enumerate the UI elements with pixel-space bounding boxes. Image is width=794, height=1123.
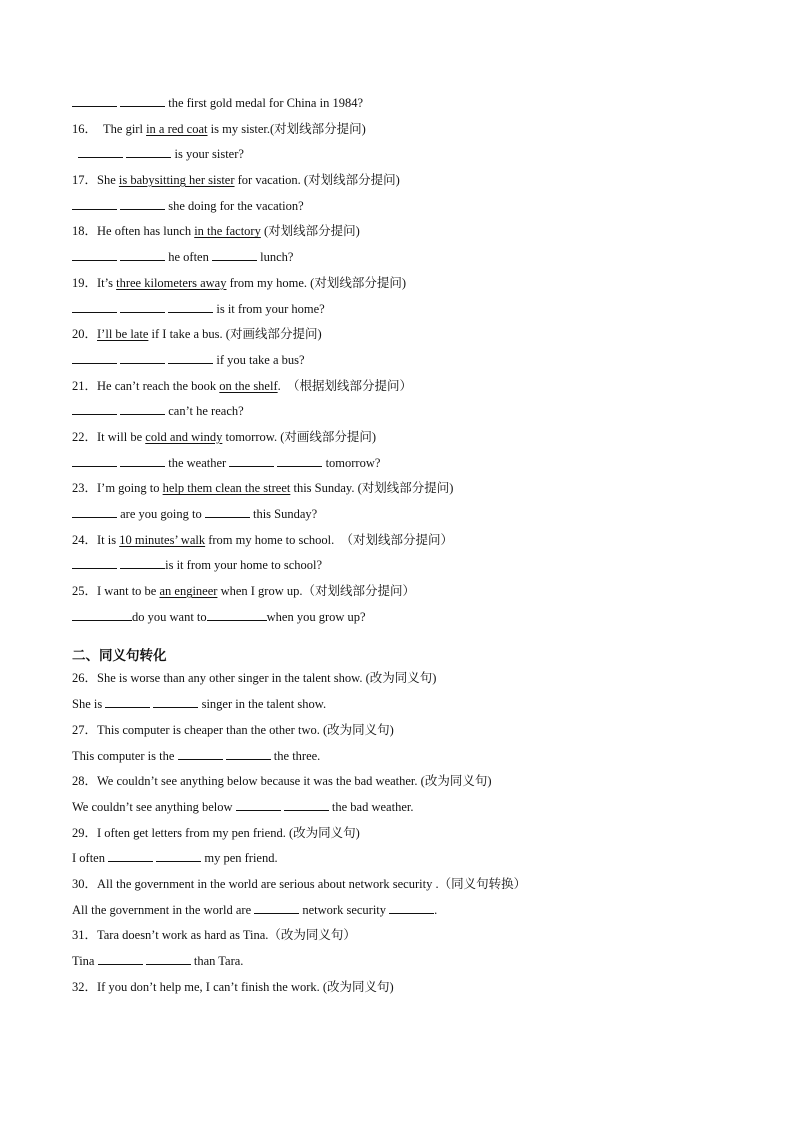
- answer-blank[interactable]: [120, 556, 165, 569]
- question-line: [72, 300, 732, 326]
- answer-blank[interactable]: [72, 94, 117, 107]
- question-text: singer in the talent show.: [198, 697, 327, 712]
- underlined-text: three kilometers away: [116, 275, 227, 290]
- underlined-text: 10 minutes’ walk: [119, 532, 206, 547]
- question-text: 26．She is worse than any other singer in the talent show. (改为同义句): [72, 671, 437, 686]
- answer-blank[interactable]: [146, 952, 191, 965]
- question-block-rewrite: [72, 94, 732, 633]
- question-text: is your sister?: [171, 147, 244, 162]
- answer-blank[interactable]: [98, 952, 143, 965]
- question-text: tomorrow?: [322, 455, 381, 470]
- question-line: [72, 351, 732, 377]
- question-line: [72, 608, 732, 634]
- question-line: [72, 978, 732, 1004]
- question-line: [72, 325, 732, 351]
- underlined-text: help them clean the street: [162, 481, 291, 496]
- question-text: I often: [72, 851, 109, 866]
- question-text: if I take a bus. (对画线部分提问): [148, 327, 322, 342]
- question-text: network security: [299, 902, 390, 917]
- question-text: this Sunday?: [249, 507, 318, 521]
- question-line: [72, 94, 732, 120]
- question-line: [72, 402, 732, 428]
- question-line: [72, 556, 732, 582]
- answer-blank[interactable]: [153, 695, 198, 708]
- question-line: [72, 747, 732, 773]
- question-text: (对划线部分提问): [260, 224, 360, 239]
- underlined-text: an engineer: [159, 584, 218, 599]
- question-line: [72, 120, 732, 146]
- question-line: [72, 171, 732, 197]
- question-text: 20．: [72, 327, 98, 342]
- question-text: than Tara.: [190, 954, 244, 968]
- answer-blank[interactable]: [212, 248, 257, 261]
- question-text: 32．If you don’t help me, I can’t finish the work. (改为同义句): [72, 979, 394, 994]
- answer-blank[interactable]: [168, 300, 213, 313]
- question-text: lunch?: [256, 250, 294, 265]
- question-text: 27．This computer is cheaper than the other two. (改为同义句): [72, 722, 394, 737]
- question-line: [72, 952, 732, 978]
- answer-blank[interactable]: [72, 248, 117, 261]
- answer-blank[interactable]: [78, 145, 123, 158]
- answer-blank[interactable]: [105, 695, 150, 708]
- question-line: [72, 772, 732, 798]
- question-line: [72, 875, 732, 901]
- answer-blank[interactable]: [207, 608, 267, 621]
- answer-blank[interactable]: [120, 197, 165, 210]
- question-text: 18．He often has lunch: [72, 224, 195, 239]
- answer-blank[interactable]: [254, 901, 299, 914]
- answer-blank[interactable]: [72, 300, 117, 313]
- question-line: [72, 849, 732, 875]
- question-text: . （根据划线部分提问）: [277, 378, 413, 393]
- question-line: [72, 721, 732, 747]
- answer-blank[interactable]: [284, 798, 329, 811]
- question-line: [72, 669, 732, 695]
- question-line: [72, 926, 732, 952]
- question-text: We couldn’t see anything below: [72, 799, 236, 814]
- answer-blank[interactable]: [277, 454, 322, 467]
- question-text: 30．All the government in the world are serious about network security .（同义句转换）: [72, 876, 527, 891]
- underlined-text: in a red coat: [146, 121, 208, 136]
- question-line: [72, 695, 732, 721]
- underlined-text: cold and windy: [145, 429, 223, 444]
- question-line: [72, 531, 732, 557]
- question-text: is it from your home to school?: [165, 558, 323, 573]
- answer-blank[interactable]: [120, 248, 165, 261]
- question-text: .: [434, 902, 438, 917]
- question-text: the three.: [270, 748, 321, 763]
- question-line: [72, 479, 732, 505]
- question-text: is my sister.(对划线部分提问): [207, 121, 366, 136]
- question-text: the bad weather.: [328, 799, 414, 814]
- question-line: [72, 505, 732, 531]
- question-text: this Sunday. (对划线部分提问): [290, 481, 454, 496]
- question-text: from my home to school. （对划线部分提问）: [205, 532, 454, 547]
- underlined-text: on the shelf: [219, 378, 278, 393]
- question-text: when you grow up?: [266, 609, 366, 624]
- question-text: from my home. (对划线部分提问): [226, 275, 406, 290]
- question-text: 23．I’m going to: [72, 481, 163, 496]
- question-text: 17．She: [72, 173, 119, 188]
- answer-blank[interactable]: [72, 608, 132, 621]
- answer-blank[interactable]: [236, 798, 281, 811]
- question-text: 22．It will be: [72, 429, 146, 444]
- underlined-text: in the factory: [194, 224, 261, 239]
- answer-blank[interactable]: [120, 94, 165, 107]
- question-line: [72, 248, 732, 274]
- answer-blank[interactable]: [156, 849, 201, 862]
- answer-blank[interactable]: [120, 300, 165, 313]
- question-text: the first gold medal for China in 1984?: [165, 96, 364, 110]
- question-text: for vacation. (对划线部分提问): [234, 173, 400, 188]
- answer-blank[interactable]: [108, 849, 153, 862]
- question-text: are you going to: [117, 507, 205, 521]
- question-text: is it from your home?: [213, 301, 325, 316]
- question-text: my pen friend.: [201, 851, 278, 866]
- answer-blank[interactable]: [72, 454, 117, 467]
- answer-blank[interactable]: [205, 505, 250, 518]
- question-text: tomorrow. (对画线部分提问): [222, 429, 377, 444]
- question-text: She is: [72, 697, 106, 712]
- answer-blank[interactable]: [72, 197, 117, 210]
- question-line: [72, 274, 732, 300]
- question-text: 21．He can’t reach the book: [72, 378, 220, 393]
- question-block-synonym: [72, 669, 732, 1003]
- answer-blank[interactable]: [389, 901, 434, 914]
- question-text: the weather: [165, 455, 230, 470]
- question-text: 25．I want to be: [72, 584, 160, 599]
- question-text: 19．It’s: [72, 275, 117, 290]
- question-line: [72, 222, 732, 248]
- question-text: This computer is the: [72, 748, 178, 763]
- question-line: [72, 428, 732, 454]
- question-line: [72, 197, 732, 223]
- answer-blank[interactable]: [72, 556, 117, 569]
- underlined-text: is babysitting her sister: [118, 173, 235, 188]
- answer-blank[interactable]: [72, 505, 117, 518]
- question-line: [72, 824, 732, 850]
- question-text: do you want to: [132, 609, 207, 624]
- question-text: when I grow up.（对划线部分提问）: [217, 584, 415, 599]
- answer-blank[interactable]: [120, 351, 165, 364]
- answer-blank[interactable]: [120, 454, 165, 467]
- question-text: 28．We couldn’t see anything below because it was the bad weather. (改为同义句): [72, 774, 492, 789]
- question-line: [72, 901, 732, 927]
- question-line: [72, 798, 732, 824]
- question-text: 31．Tara doesn’t work as hard as Tina.（改为同义句）: [72, 928, 356, 943]
- question-text: All the government in the world are: [72, 902, 255, 917]
- question-text: if you take a bus?: [213, 352, 305, 367]
- question-text: she doing for the vacation?: [165, 198, 304, 213]
- question-line: [72, 582, 732, 608]
- answer-blank[interactable]: [72, 402, 117, 415]
- answer-blank[interactable]: [72, 351, 117, 364]
- question-text: 29．I often get letters from my pen friend. (改为同义句): [72, 825, 360, 840]
- answer-blank[interactable]: [178, 747, 223, 760]
- answer-blank[interactable]: [120, 402, 165, 415]
- question-text: he often: [165, 250, 212, 265]
- question-text: Tina: [72, 954, 98, 968]
- question-text: 24．It is: [72, 532, 120, 547]
- underlined-text: I’ll be late: [97, 327, 149, 342]
- question-text: 16． The girl: [72, 121, 147, 136]
- worksheet-page: [72, 94, 732, 1003]
- question-text: can’t he reach?: [165, 404, 244, 419]
- answer-blank[interactable]: [226, 747, 271, 760]
- question-line: [72, 377, 732, 403]
- answer-blank[interactable]: [126, 145, 171, 158]
- answer-blank[interactable]: [229, 454, 274, 467]
- section-title: 二、同义句转化: [72, 648, 167, 665]
- question-line: [72, 145, 732, 171]
- answer-blank[interactable]: [168, 351, 213, 364]
- question-line: [72, 454, 732, 480]
